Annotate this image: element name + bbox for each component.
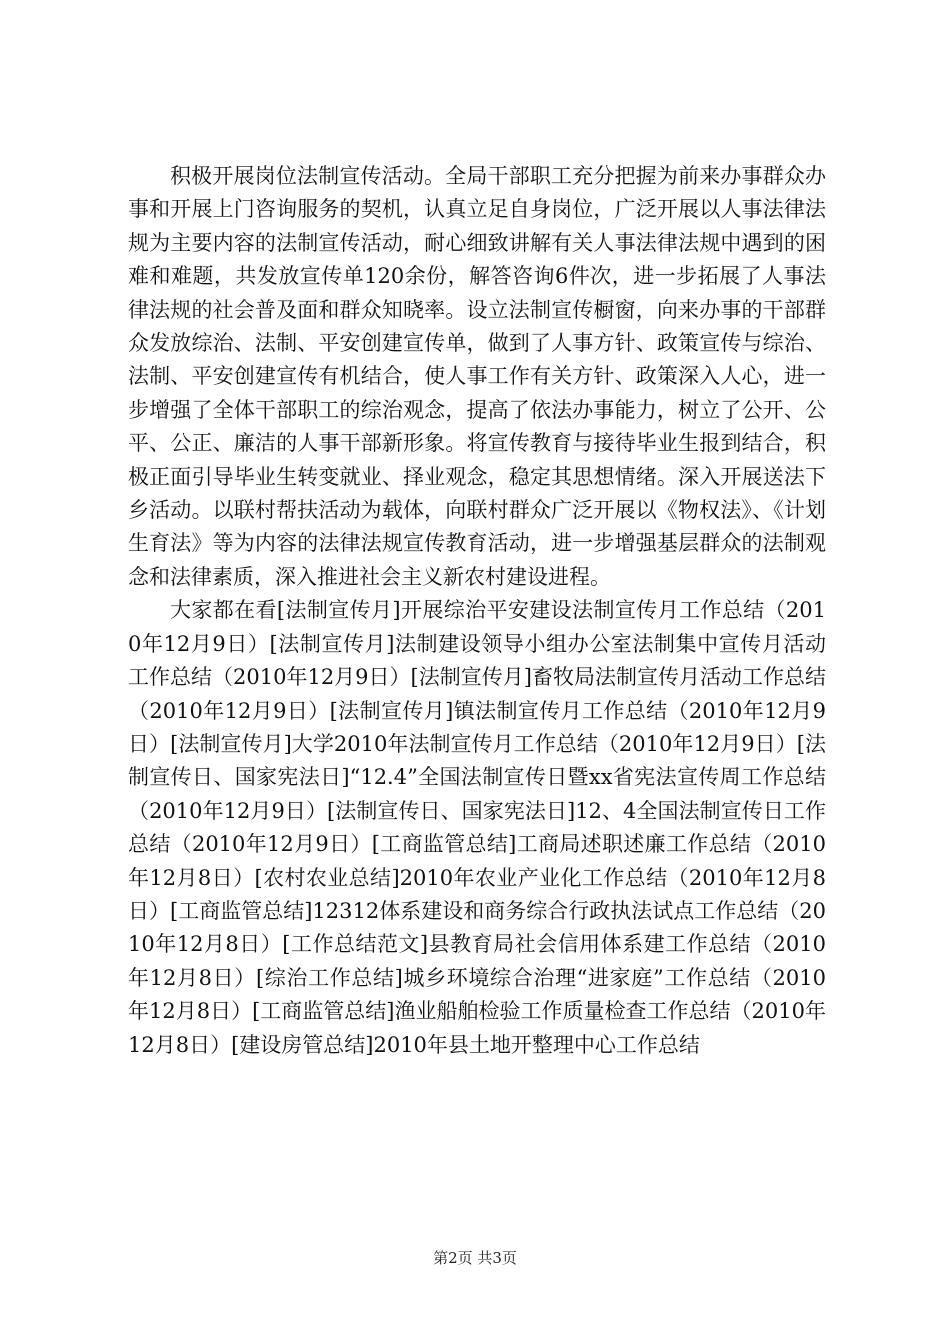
page-number-label: 第2页 共3页 bbox=[433, 1249, 517, 1267]
paragraph-propaganda-activities: 积极开展岗位法制宣传活动。全局干部职工充分把握为前来办事群众办事和开展上门咨询服务的契机，认真立足自身岗位，广泛开展以人事法律法规为主要内容的法制宣传活动，耐心细致讲解有关人事法律法规中遇到的困难和难题，共发放宣传单120余份，解答咨询6件次，进一步拓展了人事法律法规的社会普及面和群众知晓率。设立法制宣传橱窗，向来办事的干部群众发放综治、法制、平安创建宣传单，做到了人事方针、政策宣传与综治、法制、平安创建宣传有机结合，使人事工作有关方针、政策深入人心，进一步增强了全体干部职工的综治观念，提高了依法办事能力，树立了公开、公平、公正、廉洁的人事干部新形象。将宣传教育与接待毕业生报到结合，积极正面引导毕业生转变就业、择业观念，稳定其思想情绪。深入开展送法下乡活动。以联村帮扶活动为载体，向联村群众广泛开展以《物权法》、《计划生育法》等为内容的法律法规宣传教育活动，进一步增强基层群众的法制观念和法律素质，深入推进社会主义新农村建设进程。 bbox=[128, 164, 826, 589]
document-body bbox=[128, 160, 826, 1062]
paragraph-related-reading: 大家都在看[法制宣传月]开展综治平安建设法制宣传月工作总结（2010年12月9日）[法制宣传月]法制建设领导小组办公室法制集中宣传月活动工作总结（2010年12月9日）[法制宣传月]畜牧局法制宣传月活动工作总结（2010年12月9日）[法制宣传月]镇法制宣传月工作总结（2010年12月9日）[法制宣传月]大学2010年法制宣传月工作总结（2010年12月9日）[法制宣传日、国家宪法日]“12.4”全国法制宣传日暨xx省宪法宣传周工作总结（2010年12月9日）[法制宣传日、国家宪法日]12、4全国法制宣传日工作总结（2010年12月9日）[工商监管总结]工商局述职述廉工作总结（2010年12月8日）[农村农业总结]2010年农业产业化工作总结（2010年12月8日）[工商监管总结]12312体系建设和商务综合行政执法试点工作总结（2010年12月8日）[工作总结范文]县教育局社会信用体系建工作总结（2010年12月8日）[综治工作总结]城乡环境综合治理“进家庭”工作总结（2010年12月8日）[工商监管总结]渔业船舶检验工作质量检查工作总结（2010年12月8日）[建设房管总结]2010年县土地开整理中心工作总结 bbox=[128, 598, 826, 1057]
page-footer bbox=[0, 1247, 950, 1268]
